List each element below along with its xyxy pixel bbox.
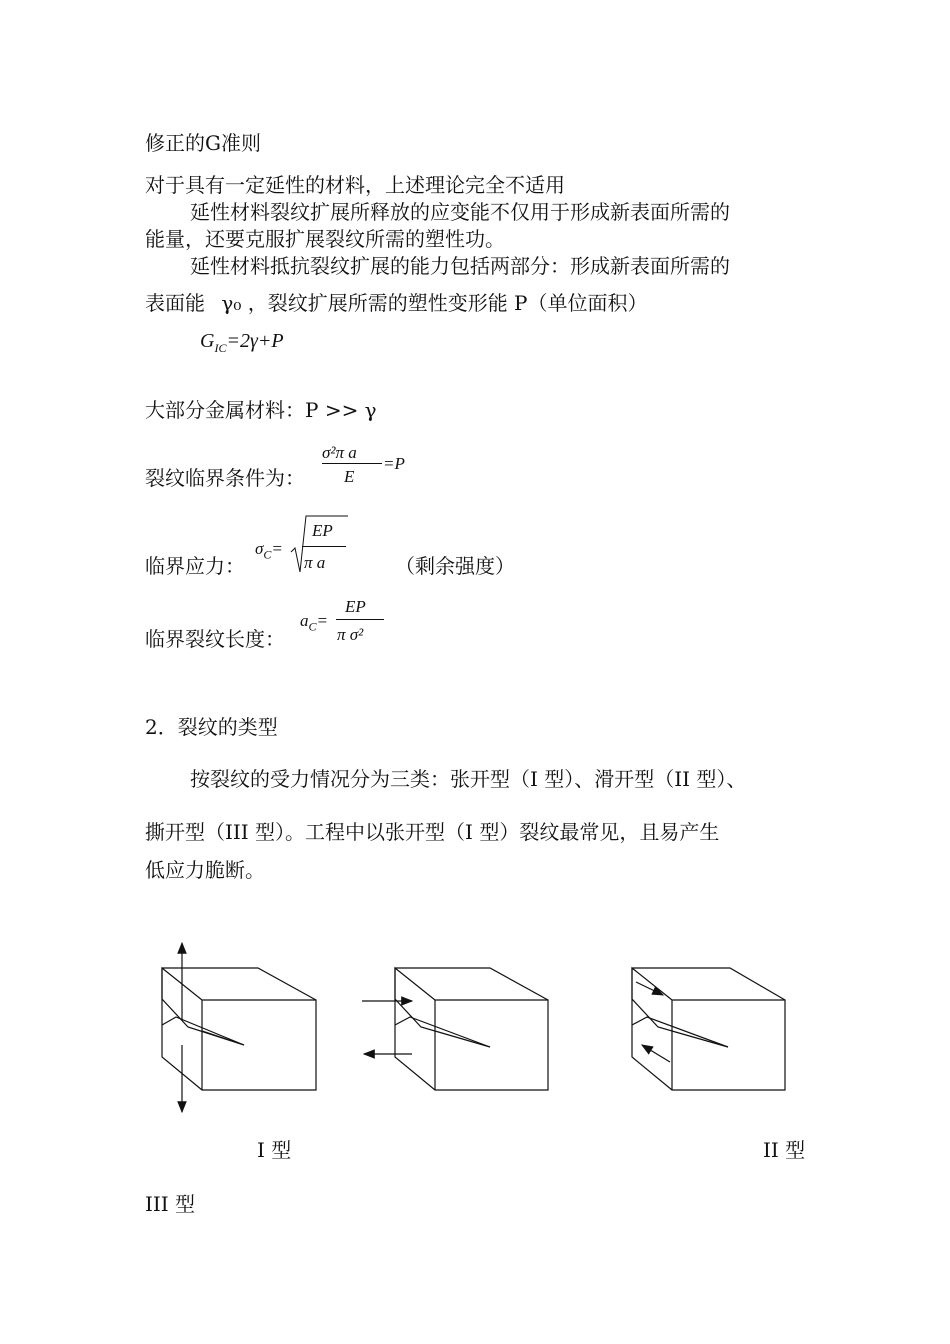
length-denominator: π σ² bbox=[337, 625, 364, 644]
crit-rhs: =P bbox=[383, 454, 405, 473]
eq-rhs: =2γ+P bbox=[226, 330, 284, 352]
paragraph-1: 对于具有一定延性的材料，上述理论完全不适用 bbox=[145, 173, 565, 197]
block-type-2 bbox=[362, 968, 548, 1090]
critical-stress-label: 临界应力： bbox=[145, 554, 245, 578]
block-type-3 bbox=[632, 968, 785, 1090]
crit-denominator: E bbox=[344, 467, 355, 486]
residual-strength-note: （剩余强度） bbox=[395, 554, 515, 578]
block-type-1 bbox=[162, 943, 316, 1112]
gamma-zero-symbol: γ₀ bbox=[221, 291, 242, 315]
eq-g-subscript: IC bbox=[214, 341, 227, 355]
paragraph-3-line-2 bbox=[145, 290, 648, 316]
sigma-c: σ bbox=[255, 539, 264, 558]
eq-g: G bbox=[200, 330, 215, 352]
equation-gic bbox=[200, 328, 284, 361]
plastic-energy-text: ，裂纹扩展所需的塑性变形能 P（单位面积） bbox=[247, 291, 648, 315]
critical-length-label: 临界裂纹长度： bbox=[145, 627, 285, 651]
sigma-c-subscript: C bbox=[263, 547, 272, 562]
paragraph-2-line-2: 能量，还要克服扩展裂纹所需的塑性功。 bbox=[145, 227, 505, 251]
length-lhs: $a_C=$ bbox=[300, 611, 328, 634]
stress-lhs: $\sigma_C=$ bbox=[255, 539, 283, 562]
caption-type-1: I 型 bbox=[257, 1138, 292, 1162]
stress-denominator: π a bbox=[304, 553, 326, 572]
caption-type-3: III 型 bbox=[145, 1192, 196, 1216]
section-2-heading: 2．裂纹的类型 bbox=[145, 715, 278, 739]
a-c-subscript: C bbox=[308, 619, 317, 634]
section-2-line-1: 按裂纹的受力情况分为三类：张开型（I 型）、滑开型（II 型）、 bbox=[190, 767, 747, 791]
caption-type-2: II 型 bbox=[763, 1138, 806, 1162]
heading: 修正的G准则 bbox=[145, 131, 261, 155]
section-2-line-2: 撕开型（III 型）。工程中以张开型（I 型）裂纹最常见，且易产生 bbox=[145, 820, 720, 844]
stress-numerator: EP bbox=[312, 521, 333, 540]
surface-energy-label: 表面能 bbox=[145, 291, 205, 315]
paragraph-4: 大部分金属材料：P >> γ bbox=[145, 398, 377, 422]
stress-fraction-line bbox=[302, 546, 346, 547]
length-numerator: EP bbox=[345, 597, 366, 616]
critical-condition-label: 裂纹临界条件为： bbox=[145, 466, 305, 490]
crit-numerator: σ²π a bbox=[322, 443, 357, 462]
paragraph-3-line-1: 延性材料抵抗裂纹扩展的能力包括两部分：形成新表面所需的 bbox=[190, 254, 730, 278]
paragraph-2-line-1: 延性材料裂纹扩展所释放的应变能不仅用于形成新表面所需的 bbox=[190, 200, 730, 224]
length-fraction-line bbox=[336, 619, 384, 620]
section-2-line-3: 低应力脆断。 bbox=[145, 858, 265, 882]
a-c: a bbox=[300, 611, 309, 630]
crack-types-diagram bbox=[140, 935, 820, 1120]
